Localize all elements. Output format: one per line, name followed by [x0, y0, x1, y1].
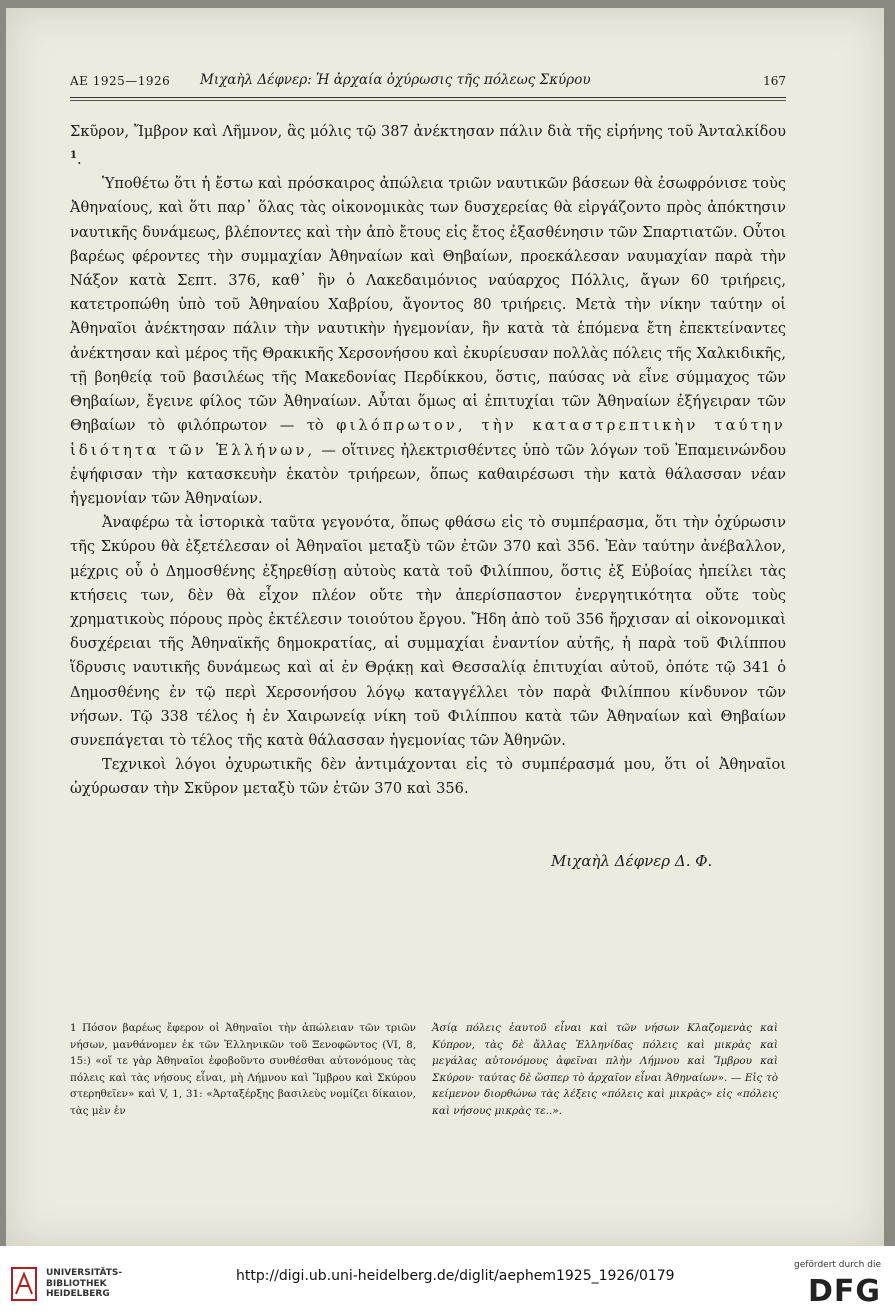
- paragraph-3-text-b: Ἐὰν ταύτην ἀνέβαλλον, μέχρις οὗ ὁ Δημοσθένης ἐξηρεθίσῃ αὐτοὺς κατὰ τοῦ Φιλίππου, ὅστις ἐξ Εὐβοίας ἠπείλει τὰς κτήσεις των, δὲν θὰ εἶχον πλέον οὔτε τὴν ἀπερίσπαστον ἐνεργητικότητα οὔτε τοὺς χρηματικοὺς πόρους πρὸς ἐκτέλεσιν τοιούτου ἔργου. Ἤδη ἀπὸ τοῦ 356 ἤρχισαν αἱ οἰκονομικαὶ δυσχέρειαι τῆς Ἀθηναϊκῆς δημοκρατίας, αἱ συμμαχίαι ἐναντίον αὐτῆς, ἡ παρὰ τοῦ Φιλίππου ἵδρυσις ναυτικῆς δυνάμεως καὶ αἱ ἐν Θρᾴκῃ καὶ Θεσσαλίᾳ ἐπιτυχίαι αὐτοῦ, ὁπότε τῷ 341 ὁ Δημοσθένης ἐν τῷ περὶ Χερσονήσου λόγῳ καταγγέλλει τὸν παρὰ Φιλίππου κίνδυνον τῶν νήσων. Τῷ 338 τέλος ἡ ἐν Χαιρωνείᾳ νίκη τοῦ Φιλίππου κατὰ τῶν Ἀθηναίων καὶ Θηβαίων συνεπάγεται τὸ τέλος τῆς κατὰ θάλασσαν ἡγεμονίας τῶν Ἀθηνῶν.: [70, 538, 786, 749]
- footnote-marker: 1: [70, 150, 77, 162]
- paragraph-3-text-a: Ἀναφέρω τὰ ἱστορικὰ ταῦτα γεγονότα, ὅπως φθάσω εἰς τὸ συμπέρασμα, ὅτι τὴν ὀχύρωσιν τῆς Σκύρου θὰ ἐξετέλεσαν οἱ Ἀθηναῖοι μεταξὺ τῶν ἐτῶν 370 καὶ 356.: [70, 514, 786, 556]
- spaced-emphasis: φιλόπρωτον, τὴν καταστρεπτικὴν ταύτην ἰδιότητα τῶν Ἑλλήνων,: [70, 417, 786, 459]
- article-title: Μιχαὴλ Δέφνερ: Ἡ ἀρχαία ὀχύρωσις τῆς πόλεως Σκύρου: [200, 72, 591, 88]
- footnote-left-column: 1 Πόσον βαρέως ἔφερον οἱ Ἀθηναῖοι τὴν ἀπώλειαν τῶν τριῶν νήσων, μανθάνομεν ἐκ τῶν Ἑλληνικῶν τοῦ Ξενοφῶντος (VI, 8, 15:) «οἵ τε γὰρ Ἀθηναῖοι ἐφοβοῦντο συνθέσθαι αὐτονόμους τὰς πόλεις καὶ τὰς νήσους εἶναι, μὴ Λήμνου καὶ Ἴμβρου καὶ Σκύρου στερηθεῖεν» καὶ V, 1, 31: «Ἀρταξέρξης βασιλεὺς νομίζει δίκαιον, τὰς μὲν ἐν: [70, 1022, 416, 1117]
- digitization-footer: [0, 1246, 895, 1316]
- paragraph-4: Τεχνικοὶ λόγοι ὀχυρωτικῆς δὲν ἀντιμάχονται εἰς τὸ συμπέρασμά μου, ὅτι οἱ Ἀθηναῖοι ὠχύρωσαν τὴν Σκῦρον μεταξὺ τῶν ἐτῶν 370 καὶ 356.: [70, 756, 786, 798]
- header-rule-second: [70, 100, 786, 101]
- library-name-line-3: HEIDELBERG: [46, 1289, 110, 1299]
- author-signature: Μιχαὴλ Δέφνερ Δ. Φ.: [551, 852, 713, 870]
- paragraph-1-end: .: [76, 151, 82, 169]
- header-rule: [70, 97, 786, 98]
- footnotes: [70, 1020, 786, 1130]
- paragraph-2-text: Ὑποθέτω ὅτι ἡ ἔστω καὶ πρόσκαιρος ἀπώλεια τριῶν ναυτικῶν βάσεων θὰ ἐσωφρόνισε τοὺς Ἀθηναίους, καὶ ὅτι παρ᾽ ὅλας τὰς οἰκονομικὰς των δυσχερείας θὰ εἰργάζοντο πρὸς ἀπόκτησιν ναυτικῆς δυνάμεως, βλέποντες καὶ τὴν ἀπὸ ἔτους εἰς ἔτος ἐξασθένησιν τῶν Σπαρτιατῶν. Οὗτοι βαρέως φέροντες τὴν συμμαχίαν Ἀθηναίων καὶ Θηβαίων, προεκάλεσαν ναυμαχίαν παρὰ τὴν Νάξον κατὰ Σεπτ. 376, καθ᾽ ἣν ὁ Λακεδαιμόνιος ναύαρχος Πόλλις, ἄγων 60 τριήρεις, κατετροπώθη ὑπὸ τοῦ Ἀθηναίου Χαβρίου, ἄγοντος 80 τριήρεις. Μετὰ τὴν νίκην ταύτην οἱ Ἀθηναῖοι ἀνέκτησαν πάλιν τὴν ναυτικὴν ἡγεμονίαν, ἣν κατὰ τὰ ἑπόμενα ἔτη ἐπεκτείναντες ἀνέκτησαν καὶ μέρος τῆς Θρακικῆς Χερσονήσου καὶ ἐκυρίευσαν πολλὰς πόλεις τῆς Χαλκιδικῆς, τῇ βοηθείᾳ τοῦ βασιλέως τῆς Μακεδονίας Περδίκκου, ὅστις, παύσας νὰ εἶνε σύμμαχος τῶν Θηβαίων, ἔγεινε φίλος τῶν Ἀθηναίων. Αὗται ὅμως αἱ ἐπιτυχίαι τῶν Ἀθηναίων ἐξήγειραν τῶν Θηβαίων τὸ φιλόπρωτον — τὸ: [70, 175, 786, 435]
- running-header: [70, 70, 786, 92]
- dfg-logo: DFG: [807, 1274, 881, 1309]
- journal-volume: ΑΕ 1925—1926: [70, 74, 171, 88]
- page-number: 167: [763, 74, 786, 88]
- library-name-line-1: UNIVERSITÄTS-: [46, 1268, 123, 1278]
- paragraph-1-text: Σκῦρον, Ἴμβρον καὶ Λῆμνον, ἃς μόλις τῷ 387 ἀνέκτησαν πάλιν διὰ τῆς εἰρήνης τοῦ Ἀνταλκίδου: [70, 123, 786, 140]
- library-name-line-2: BIBLIOTHEK: [46, 1278, 107, 1289]
- paragraph-1: [70, 120, 786, 172]
- library-name: [46, 1268, 122, 1300]
- paragraph-2: [70, 172, 786, 511]
- permalink[interactable]: http://digi.ub.uni-heidelberg.de/diglit/aephem1925_1926/0179: [236, 1268, 675, 1284]
- library-seal-icon: [10, 1264, 40, 1304]
- footnote-right-column: Ἀσίᾳ πόλεις ἑαυτοῦ εἶναι καὶ τῶν νήσων Κλαζομενὰς καὶ Κύπρον, τὰς δὲ ἄλλας Ἑλληνίδας πόλεις καὶ μικρὰς καὶ μεγάλας αὐτονόμους ἀφεῖναι πλὴν Λήμνου καὶ Ἴμβρου καὶ Σκύρου· ταύτας δὲ ὥσπερ τὸ ἀρχαῖον εἶναι Ἀθηναίων». — Εἰς τὸ κείμενον διορθώνω τὰς λέξεις «πόλεις καὶ μικρὰς» εἰς «πόλεις καὶ νήσους μικρὰς τε..».: [432, 1022, 778, 1117]
- funded-by-label: gefördert durch die: [794, 1260, 881, 1270]
- main-text: [70, 120, 786, 802]
- paragraph-3: [70, 511, 786, 753]
- paragraph-2-end: — οἵτινες ἠλεκτρισθέντες ὑπὸ τῶν λόγων τοῦ Ἐπαμεινώνδου ἐψήφισαν τὴν κατασκευὴν ἑκατὸν τριήρεων, ὅπως καθαιρέσωσι τὴν κατὰ θάλασσαν νέαν ἡγεμονίαν τῶν Ἀθηναίων.: [70, 441, 786, 507]
